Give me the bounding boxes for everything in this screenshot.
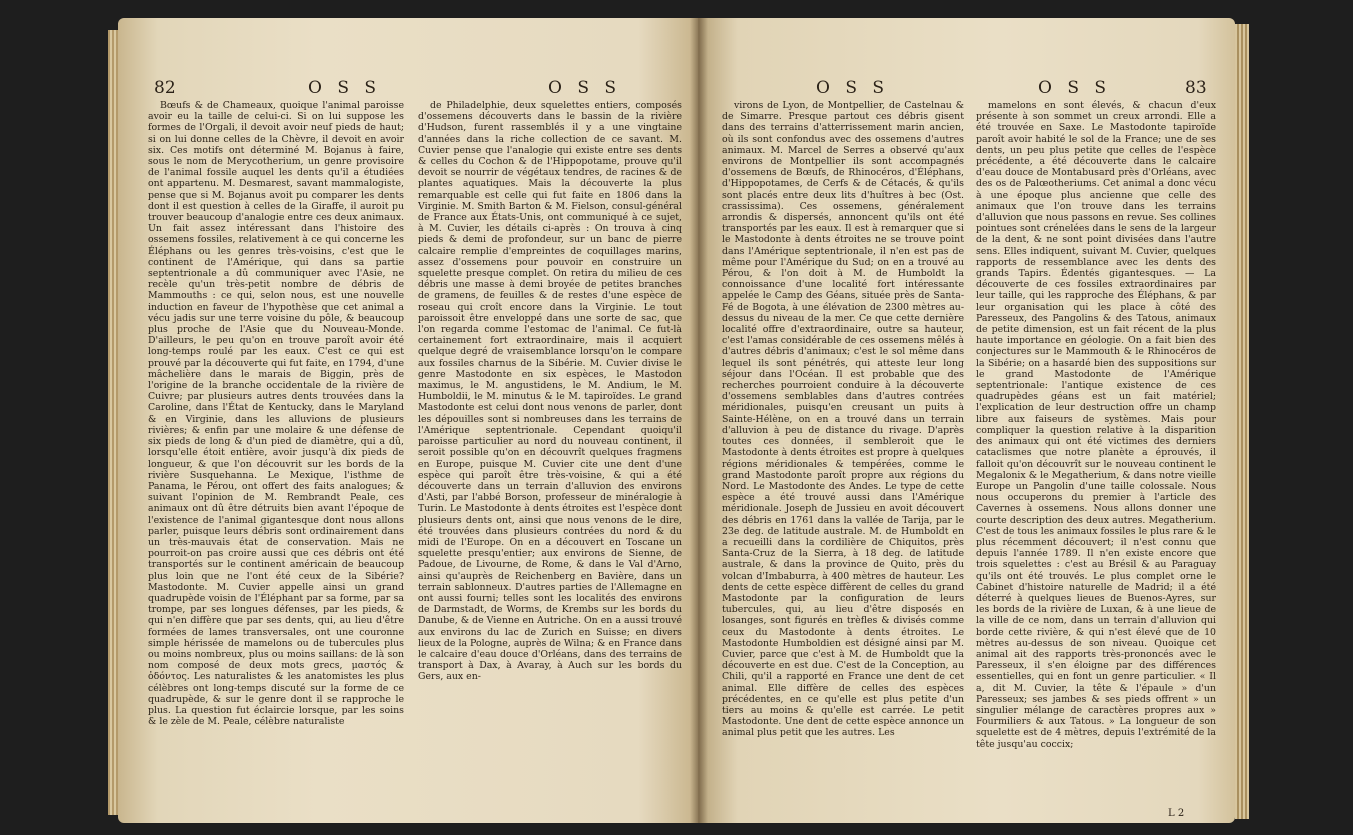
page-number: 82 [154, 78, 176, 98]
text-column-1 [722, 100, 964, 810]
body-text: mamelons en sont élevés, & chacun d'eux présente à son sommet un creux arrondi. Elle a été trouvée en Saxe. Le Mastodonte tapiroïde paroît avoir habité le sol de la France; une de ses dents, un peu plus petite que celles de l'espèce précédente, a été découverte dans le calcaire d'eau douce de Montabusard près d'Orléans, avec des os de Palœotheriums. Cet animal a donc vécu à une époque plus ancienne que celle des animaux que l'on trouve dans les terrains d'alluvion que nous passons en revue. Ses collines pointues sont crénelées dans le sens de la largeur de la dent, & ne sont point divisées dans l'autre sens. Elles indiquent, suivant M. Cuvier, quelques rapports de ressemblance avec les dents des grands Tapirs. Édentés gigantesques. — La découverte de ces fossiles extraordinaires par leur taille, qui les rapproche des Éléphans, & par leur organisation qui les place à côté des Paresseux, des Pangolins & des Tatous, animaux de petite dimension, est un fait récent de la plus haute importance en géologie. On a fait bien des conjectures sur le Mammouth & le Rhinocéros de la Sibérie; on a hasardé bien des suppositions sur le grand Mastodonte de l'Amérique septentrionale: l'antique existence de ces quadrupèdes géans est un fait matériel; l'explication de leur destruction offre un champ libre aux faiseurs de systèmes. Mais pour compliquer la question relative à la disparition des animaux qui ont été victimes des derniers cataclismes que notre planète a éprouvés, il falloit qu'on découvrît sur le nouveau continent le Megalonix & le Megatherium, & dans notre vieille Europe un Pangolin d'une taille colossale. Nous nous occuperons du premier à l'article des Cavernes à ossemens. Nous allons donner une courte description des deux autres. Megatherium. C'est de tous les animaux fossiles le plus rare & le plus récemment découvert; il n'est connu que depuis l'année 1789. Il n'en existe encore que trois squelettes : c'est au Brésil & au Paraguay qu'ils ont été trouvés. Le plus complet orne le Cabinet d'histoire naturelle de Madrid; il a été déterré à quelques lieues de Buenos-Ayres, sur les bords de la rivière de Luxan, & à une lieue de la ville de ce nom, dans un terrain d'alluvion qui borde cette rivière, & qui n'est élevé que de 10 mètres au-dessus de son niveau. Quoique cet animal ait des rapports très-prononcés avec le Paresseux, il s'en éloigne par des différences essentielles, qui en font un genre particulier. « Il a, dit M. Cuvier, la tête & l'épaule » d'un Paresseux; ses jambes & ses pieds offrent » un singulier mélange de caractères propres aux » Fourmiliers & aux Tatous. » La longueur de son squelette est de 4 mètres, depuis l'extrémité de la tête jusqu'au coccix; [976, 100, 1216, 750]
text-column-2 [976, 100, 1216, 800]
running-head: O S S [308, 78, 382, 98]
body-text: virons de Lyon, de Montpellier, de Castelnau & de Simarre. Presque partout ces débris gisent dans des terrains d'atterrissement marin ancien, où ils sont confondus avec des ossemens d'autres animaux. M. Marcel de Serres a observé qu'aux environs de Montpellier ils sont accompagnés d'ossemens de Bœufs, de Rhinocéros, d'Éléphans, d'Hippopotames, de Cerfs & de Cétacés, & qu'ils sont placés entre deux lits d'huîtres à bec (Ost. crassissima). Ces ossemens, généralement arrondis & dispersés, annoncent qu'ils ont été transportés par les eaux. Il est à remarquer que si le Mastodonte à dents étroites ne se trouve point dans l'Amérique septentrionale, il n'en est pas de même pour l'Amérique du Sud; on en a trouvé au Pérou, & l'on doit à M. de Humboldt la connoissance d'une localité fort intéressante appelée le Camp des Géans, située près de Santa-Fé de Bogota, à une élévation de 2300 mètres au-dessus du niveau de la mer. Ce que cette dernière localité offre d'extraordinaire, outre sa hauteur, c'est l'amas considérable de ces ossemens mêlés à d'autres débris d'animaux; c'est le sol même dans lequel ils sont pénétrés, qui atteste leur long séjour dans l'Océan. Il est probable que des recherches pourroient conduire à la découverte d'ossemens semblables dans d'autres contrées méridionales, puisqu'en creusant un puits à Sainte-Hélène, on en a trouvé dans un terrain d'alluvion à peu de distance du rivage. D'après toutes ces données, il sembleroit que le Mastodonte à dents étroites est propre à quelques régions méridionales & tempérées, comme le grand Mastodonte paroît propre aux régions du Nord. Le Mastodonte des Andes. Le type de cette espèce a été trouvé aussi dans l'Amérique méridionale. Joseph de Jussieu en avoit découvert des débris en 1761 dans la vallée de Tarija, par le 23e deg. de latitude australe. M. de Humboldt en a recueilli dans la cordilière de Chiquitos, près Santa-Cruz de la Sierra, à 18 deg. de latitude australe, & dans la province de Quito, près du volcan d'Imbaburra, à 400 mètres de hauteur. Les dents de cette espèce diffèrent de celles du grand Mastodonte par la configuration de leurs tubercules, qui, au lieu d'être disposés en losanges, sont figurés en trèfles & divisés comme ceux du Mastodonte à dents étroites. Le Mastodonte Humboldien est désigné ainsi par M. Cuvier, parce que c'est à M. de Humboldt que la découverte en est due. C'est de la Conception, au Chili, qu'il a rapporté en France une dent de cet animal. Elle diffère de celles des espèces précédentes, en ce qu'elle est plus petite d'un tiers au moins & qu'elle est carrée. Le petit Mastodonte. Une dent de cette espèce annonce un animal plus petit que les autres. Les [722, 100, 964, 739]
text-column-1 [148, 100, 404, 810]
signature-mark: L 2 [1168, 808, 1185, 819]
right-page [698, 18, 1235, 823]
running-head: O S S [548, 78, 622, 98]
text-column-2 [418, 100, 682, 810]
body-text: Bœufs & de Chameaux, quoique l'animal paroisse avoir eu la taille de celui-ci. Si on lui suppose les formes de l'Orgali, il devoit avoir neuf pieds de haut; si on lui donne celles de la Chèvre, il devoit en avoir six. Ces motifs ont déterminé M. Bojanus à faire, sous le nom de Merycotherium, un genre provisoire de l'animal fossile auquel les dents qu'il a étudiées ont appartenu. M. Desmarest, savant mammalogiste, pense que si M. Bojanus avoit pu comparer les dents dont il est question à celles de la Giraffe, il auroit pu trouver beaucoup d'analogie entre ces deux animaux. Un fait assez intéressant dans l'histoire des ossemens fossiles, relativement à ce qui concerne les Éléphans ou les genres très-voisins, c'est que le continent de l'Amérique, qui dans sa partie septentrionale a dû communiquer avec l'Asie, ne recèle qu'un très-petit nombre de débris de Mammouths : ce qui, selon nous, est une nouvelle induction en faveur de l'hypothèse que cet animal a vécu jadis sur une terre voisine du pôle, & beaucoup plus proche de l'Asie que du Nouveau-Monde. D'ailleurs, le peu qu'on en trouve paroît avoir été long-temps roulé par les eaux. C'est ce qui est prouvé par la découverte qui fut faite, en 1794, d'une mâchelière dans le marais de Biggin, près de l'origine de la branche occidentale de la rivière de Cuivre; par plusieurs autres dents trouvées dans la Caroline, dans l'État de Kentucky, dans le Maryland & en Virginie, dans les alluvions de plusieurs rivières; & enfin par une molaire & une défense de six pieds de long & d'un pied de diamètre, qui a dû, lorsqu'elle étoit entière, avoir jusqu'à dix pieds de longueur, & que l'on découvrit sur les bords de la rivière Susquehanna. Le Mexique, l'isthme de Panama, le Pérou, ont offert des faits analogues; & suivant l'opinion de M. Rembrandt Peale, ces animaux ont dû être détruits bien avant l'époque de l'existence de l'animal gigantesque dont nous allons parler, puisque leurs débris sont ordinairement dans un très-mauvais état de conservation. Mais ne pourroit-on pas croire aussi que ces débris ont été transportés sur le continent américain de beaucoup plus loin que ne l'ont été ceux de la Sibérie? Mastodonte. M. Cuvier appelle ainsi un grand quadrupède voisin de l'Éléphant par sa forme, par sa trompe, par ses longues défenses, par les pieds, & qui n'en diffère que par ses dents, qui, au lieu d'être formées de lames transversales, ont une couronne simple hérissée de mamelons ou de tubercules plus ou moins nombreux, plus ou moins saillans: de là son nom composé de deux mots grecs, μαστός & ὀδόντος. Les naturalistes & les anatomistes les plus célèbres ont long-temps discuté sur la forme de ce quadrupède, & sur le genre dont il se rapproche le plus. La question fut éclaircie lorsque, par les soins & le zèle de M. Peale, célèbre naturaliste [148, 100, 404, 728]
left-page [118, 18, 698, 823]
book-gutter [690, 18, 708, 823]
running-head: O S S [816, 78, 890, 98]
right-page-edges [1235, 24, 1249, 819]
body-text: de Philadelphie, deux squelettes entiers, composés d'ossemens découverts dans le bassin de la rivière d'Hudson, furent rassemblés il y a une vingtaine d'années dans la riche collection de ce savant. M. Cuvier pense que l'analogie qui existe entre ses dents & celles du Cochon & de l'Hippopotame, prouve qu'il devoit se nourrir de végétaux tendres, de racines & de plantes aquatiques. Mais la découverte la plus remarquable est celle qui fut faite en 1806 dans la Virginie. M. Smith Barton & M. Fielson, consul-général de France aux États-Unis, ont communiqué à ce sujet, à M. Cuvier, les détails ci-après : On trouva à cinq pieds & demi de profondeur, sur un banc de pierre calcaire remplie d'empreintes de coquillages marins, assez d'ossemens pour pouvoir en construire un squelette presque complet. On retira du milieu de ces débris une masse à demi broyée de petites branches de gramens, de feuilles & de restes d'une espèce de roseau qui croît encore dans la Virginie. Le tout paroissoit être enveloppé dans une sorte de sac, que l'on regarda comme l'estomac de l'animal. Ce fut-là certainement fort extraordinaire, mais il acquiert quelque degré de vraisemblance lorsqu'on le compare aux fossiles charnus de la Sibérie. M. Cuvier divise le genre Mastodonte en six espèces, le Mastodon maximus, le M. angustidens, le M. Andium, le M. Humboldii, le M. minutus & le M. tapiroïdes. Le grand Mastodonte est celui dont nous venons de parler, dont les dépouilles sont si nombreuses dans les terrains de l'Amérique septentrionale. Cependant quoiqu'il paroisse particulier au nord du nouveau continent, il seroit possible qu'on en découvrît quelques fragmens en Europe, puisque M. Cuvier cite une dent d'une espèce qui paroît être très-voisine, & qui a été découverte dans un terrain d'alluvion des environs d'Asti, par l'abbé Borson, professeur de minéralogie à Turin. Le Mastodonte à dents étroites est l'espèce dont plusieurs dents ont, ainsi que nous venons de le dire, été trouvées dans plusieurs contrées du nord & du midi de l'Europe. On en a découvert en Toscane un squelette presqu'entier; aux environs de Sienne, de Padoue, de Livourne, de Rome, & dans le Val d'Arno, ainsi qu'auprès de Reichenberg en Bavière, dans un terrain sablonneux. D'autres parties de l'Allemagne en ont aussi fourni; telles sont les localités des environs de Darmstadt, de Worms, de Krembs sur les bords du Danube, & de Vienne en Autriche. On en a aussi trouvé aux environs du lac de Zurich en Suisse; en divers lieux de la Pologne, auprès de Wilna; & en France dans le calcaire d'eau douce d'Orléans, dans des terrains de transport à Dax, à Avaray, à Auch sur les bords du Gers, aux en- [418, 100, 682, 683]
running-head: O S S [1038, 78, 1112, 98]
page-number: 83 [1185, 78, 1207, 98]
